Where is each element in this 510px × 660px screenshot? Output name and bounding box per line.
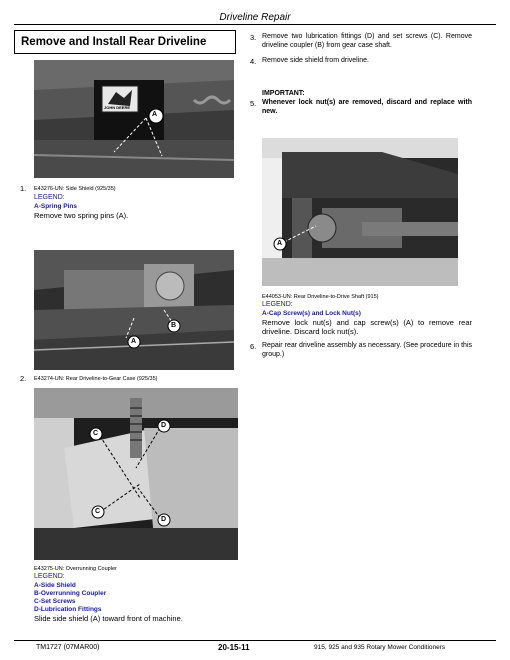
photo-driveline-drive-shaft bbox=[262, 138, 458, 286]
figure-3-legend-item: C-Set Screws bbox=[34, 598, 76, 605]
footer-manual-id: TM1727 (07MAR00) bbox=[36, 644, 100, 651]
callout-d: D bbox=[161, 422, 167, 429]
step-6-number: 6. bbox=[250, 342, 257, 351]
callout-a: A bbox=[277, 240, 283, 247]
callout-c: C bbox=[95, 508, 101, 515]
step-6-text: Repair rear driveline assembly as necessary. (See procedure in this group.) bbox=[262, 342, 472, 358]
callout-a: A bbox=[152, 111, 158, 118]
step-2-number: 2. bbox=[20, 374, 27, 383]
left-column bbox=[14, 30, 236, 54]
photo-side-shield-drawing bbox=[34, 60, 234, 178]
photo-overrunning-coupler-drawing bbox=[34, 388, 238, 560]
important-heading: IMPORTANT: bbox=[262, 90, 305, 97]
callout-d: D bbox=[161, 516, 167, 523]
step-1-text: Remove two spring pins (A). bbox=[34, 211, 129, 220]
figure-1-legend-title: LEGEND: bbox=[34, 194, 65, 201]
figure-4-caption: E44053-UN: Rear Driveline-to-Drive Shaft (915) bbox=[262, 294, 379, 300]
photo-overrunning-coupler bbox=[34, 388, 238, 560]
step-3-text: Remove two lubrication fittings (D) and set screws (C). Remove driveline coupler (B) from gear case shaft. bbox=[262, 33, 472, 49]
figure-2-caption: E43274-UN: Rear Driveline-to-Gear Case (925/35) bbox=[34, 376, 158, 382]
photo-driveline-gear-case bbox=[34, 250, 234, 370]
figure-3-caption: E43275-UN: Overrunning Coupler bbox=[34, 566, 117, 572]
page-header-title: Driveline Repair bbox=[219, 12, 291, 23]
step-4-number: 4. bbox=[250, 57, 257, 66]
figure-3-legend-title: LEGEND: bbox=[34, 573, 65, 580]
step-5-number: 5. bbox=[250, 99, 257, 108]
figure-3-legend-item: A-Side Shield bbox=[34, 582, 76, 589]
header-rule bbox=[14, 24, 496, 25]
figure-1-caption: E43276-UN: Side Shield (925/35) bbox=[34, 186, 116, 192]
step-4-text: Remove side shield from driveline. bbox=[262, 57, 369, 64]
callout-c: C bbox=[93, 430, 99, 437]
callout-b: B bbox=[171, 322, 177, 329]
figure-4-text: Remove lock nut(s) and cap screw(s) (A) to remove rear driveline. Discard lock nut(s). bbox=[262, 318, 472, 336]
section-title: Remove and Install Rear Driveline bbox=[14, 30, 236, 54]
step-5-text: Whenever lock nut(s) are removed, discard and replace with new. bbox=[262, 99, 472, 115]
figure-3-legend-item: D-Lubrication Fittings bbox=[34, 606, 102, 613]
logo-text: JOHN DEERE bbox=[104, 105, 131, 110]
footer-product-title: 915, 925 and 935 Rotary Mower Conditioners bbox=[314, 644, 446, 651]
figure-3-legend-item: B-Overrunning Coupler bbox=[34, 590, 107, 597]
figure-1-legend-item: A-Spring Pins bbox=[34, 203, 77, 210]
footer-page-number: 20-15-11 bbox=[218, 643, 250, 652]
step-1-number: 1. bbox=[20, 184, 27, 193]
figure-4-legend-title: LEGEND: bbox=[262, 301, 293, 308]
photo-driveline-drive-shaft-drawing bbox=[262, 138, 458, 286]
photo-driveline-gear-case-drawing bbox=[34, 250, 234, 370]
callout-a: A bbox=[131, 338, 137, 345]
footer-rule bbox=[14, 640, 496, 641]
step-2-text: Slide side shield (A) toward front of machine. bbox=[34, 614, 183, 623]
step-3-number: 3. bbox=[250, 33, 257, 42]
photo-side-shield bbox=[34, 60, 234, 178]
figure-4-legend-item: A-Cap Screw(s) and Lock Nut(s) bbox=[262, 310, 361, 317]
